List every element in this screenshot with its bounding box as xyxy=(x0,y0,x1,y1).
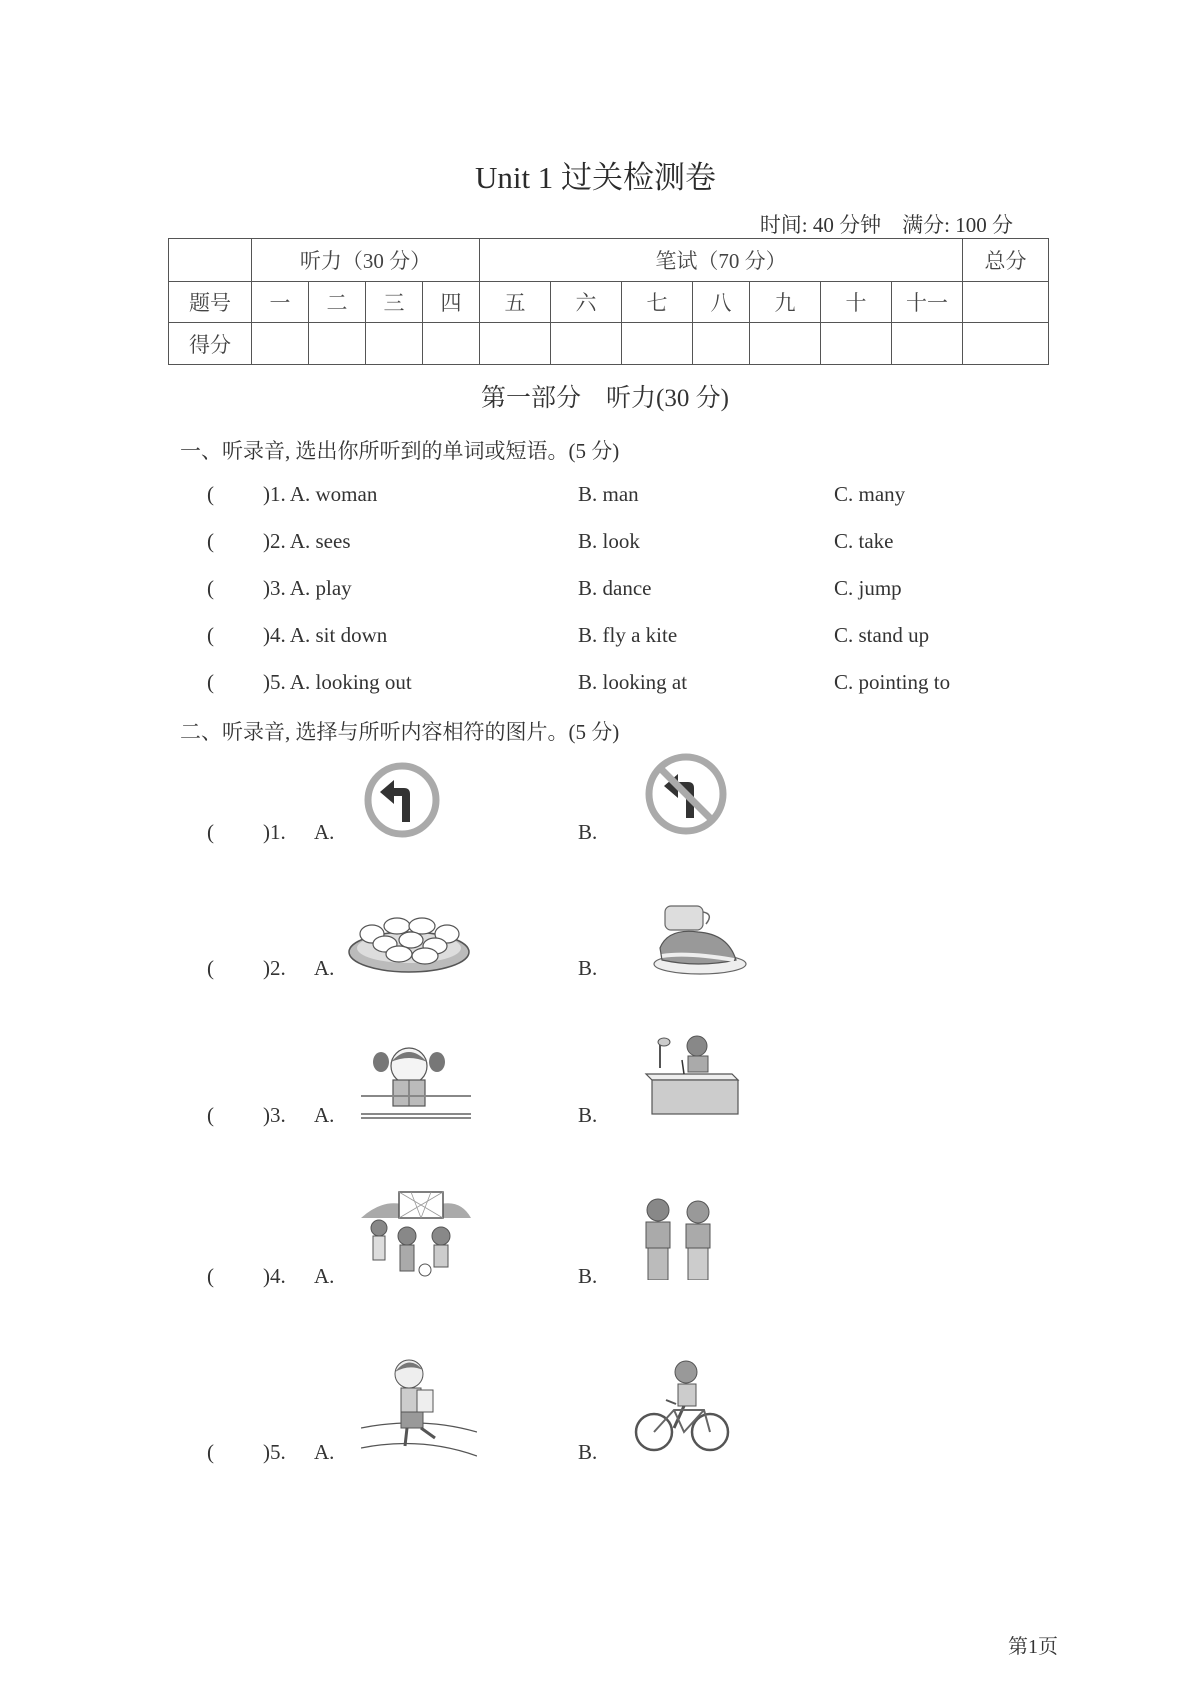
score-cell[interactable] xyxy=(480,323,551,365)
answer-blank[interactable]: ( xyxy=(207,623,214,647)
col-7: 七 xyxy=(622,282,693,323)
score-cell[interactable] xyxy=(551,323,622,365)
option-a: )2. A. sees xyxy=(263,529,351,553)
option-a-label: A. xyxy=(314,956,335,980)
word-question xyxy=(207,529,1007,559)
score-cell[interactable] xyxy=(423,323,480,365)
girl-at-desk-writing-icon[interactable] xyxy=(642,1030,742,1120)
answer-blank[interactable]: ( xyxy=(207,482,214,506)
score-table-header-row xyxy=(169,239,1049,282)
full-score: 满分: 100 分 xyxy=(902,213,1013,237)
answer-blank[interactable]: ( xyxy=(207,1103,214,1127)
option-c: C. take xyxy=(834,529,894,553)
question-number: )1. xyxy=(263,820,286,844)
question-number: )4. xyxy=(263,1264,286,1288)
col-2: 二 xyxy=(309,282,366,323)
score-cell[interactable] xyxy=(366,323,423,365)
picture-question xyxy=(207,1020,1007,1130)
no-left-turn-sign-icon[interactable] xyxy=(644,752,728,836)
total-header: 总分 xyxy=(963,239,1049,282)
score-cell[interactable] xyxy=(252,323,309,365)
score-label: 得分 xyxy=(169,323,252,365)
col-10: 十 xyxy=(821,282,892,323)
section2-heading: 二、听录音, 选择与所听内容相符的图片。(5 分) xyxy=(180,720,620,744)
exam-meta xyxy=(760,209,1013,239)
score-table-corner xyxy=(169,239,252,282)
answer-blank[interactable]: ( xyxy=(207,956,214,980)
option-c: C. pointing to xyxy=(834,670,951,694)
option-b: B. fly a kite xyxy=(578,623,678,647)
option-b-label: B. xyxy=(578,1103,598,1127)
option-b-label: B. xyxy=(578,956,598,980)
question-number: )2. xyxy=(263,956,286,980)
score-cell[interactable] xyxy=(693,323,750,365)
time-limit: 时间: 40 分钟 xyxy=(759,213,882,237)
score-row xyxy=(169,323,1049,365)
girl-reading-book-icon[interactable] xyxy=(361,1040,471,1122)
boy-running-with-backpack-icon[interactable] xyxy=(361,1352,477,1462)
option-b-label: B. xyxy=(578,1440,598,1464)
turn-left-sign-icon[interactable] xyxy=(362,760,442,840)
listening-header: 听力（30 分） xyxy=(252,239,480,282)
col-4: 四 xyxy=(423,282,480,323)
word-question xyxy=(207,670,1007,700)
score-cell[interactable] xyxy=(821,323,892,365)
option-a-label: A. xyxy=(314,820,335,844)
writing-header: 笔试（70 分） xyxy=(480,239,963,282)
score-cell[interactable] xyxy=(309,323,366,365)
dumplings-plate-icon[interactable] xyxy=(347,910,472,976)
option-b: B. looking at xyxy=(578,670,688,694)
col-11: 十一 xyxy=(892,282,963,323)
answer-blank[interactable]: ( xyxy=(207,529,214,553)
option-c: C. jump xyxy=(834,576,902,600)
option-c: C. stand up xyxy=(834,623,930,647)
option-a: )4. A. sit down xyxy=(263,623,388,647)
page-number: 第1页 xyxy=(1008,1636,1058,1658)
picture-question xyxy=(207,880,1007,980)
col-9: 九 xyxy=(750,282,821,323)
word-question xyxy=(207,623,1007,653)
answer-blank[interactable]: ( xyxy=(207,1440,214,1464)
option-b: B. look xyxy=(578,529,640,553)
option-b-label: B. xyxy=(578,1264,598,1288)
option-b: B. man xyxy=(578,482,639,506)
col-8: 八 xyxy=(693,282,750,323)
answer-blank[interactable]: ( xyxy=(207,1264,214,1288)
answer-blank[interactable]: ( xyxy=(207,670,214,694)
option-b-label: B. xyxy=(578,820,598,844)
answer-blank[interactable]: ( xyxy=(207,576,214,600)
question-number-label: 题号 xyxy=(169,282,252,323)
word-question xyxy=(207,576,1007,606)
page-title: Unit 1 过关检测卷 xyxy=(474,160,717,195)
answer-blank[interactable]: ( xyxy=(207,820,214,844)
option-a-label: A. xyxy=(314,1264,335,1288)
option-a: )5. A. looking out xyxy=(263,670,412,694)
score-table xyxy=(168,238,1049,365)
col-6: 六 xyxy=(551,282,622,323)
picture-question xyxy=(207,752,1007,852)
option-b: B. dance xyxy=(578,576,652,600)
picture-question xyxy=(207,1350,1007,1470)
boy-riding-bike-icon[interactable] xyxy=(634,1358,730,1454)
section1-heading: 一、听录音, 选出你所听到的单词或短语。(5 分) xyxy=(180,439,620,463)
question-number: )5. xyxy=(263,1440,286,1464)
two-boys-talking-icon[interactable] xyxy=(638,1196,722,1280)
picture-question xyxy=(207,1182,1007,1288)
score-cell[interactable] xyxy=(892,323,963,365)
question-number: )3. xyxy=(263,1103,286,1127)
score-cell[interactable] xyxy=(750,323,821,365)
option-c: C. many xyxy=(834,482,906,506)
option-a-label: A. xyxy=(314,1103,335,1127)
score-cell[interactable] xyxy=(622,323,693,365)
part-title: 第一部分 听力(30 分) xyxy=(481,385,729,412)
question-number-row xyxy=(169,282,1049,323)
col-5: 五 xyxy=(480,282,551,323)
col-1: 一 xyxy=(252,282,309,323)
bread-and-tea-icon[interactable] xyxy=(648,900,748,978)
option-a: )3. A. play xyxy=(263,576,352,600)
word-question xyxy=(207,482,1007,512)
total-score-cell[interactable] xyxy=(963,323,1049,365)
option-a: )1. A. woman xyxy=(263,482,378,506)
option-a-label: A. xyxy=(314,1440,335,1464)
boys-playing-football-icon[interactable] xyxy=(361,1188,471,1280)
col-3: 三 xyxy=(366,282,423,323)
total-number-cell xyxy=(963,282,1049,323)
